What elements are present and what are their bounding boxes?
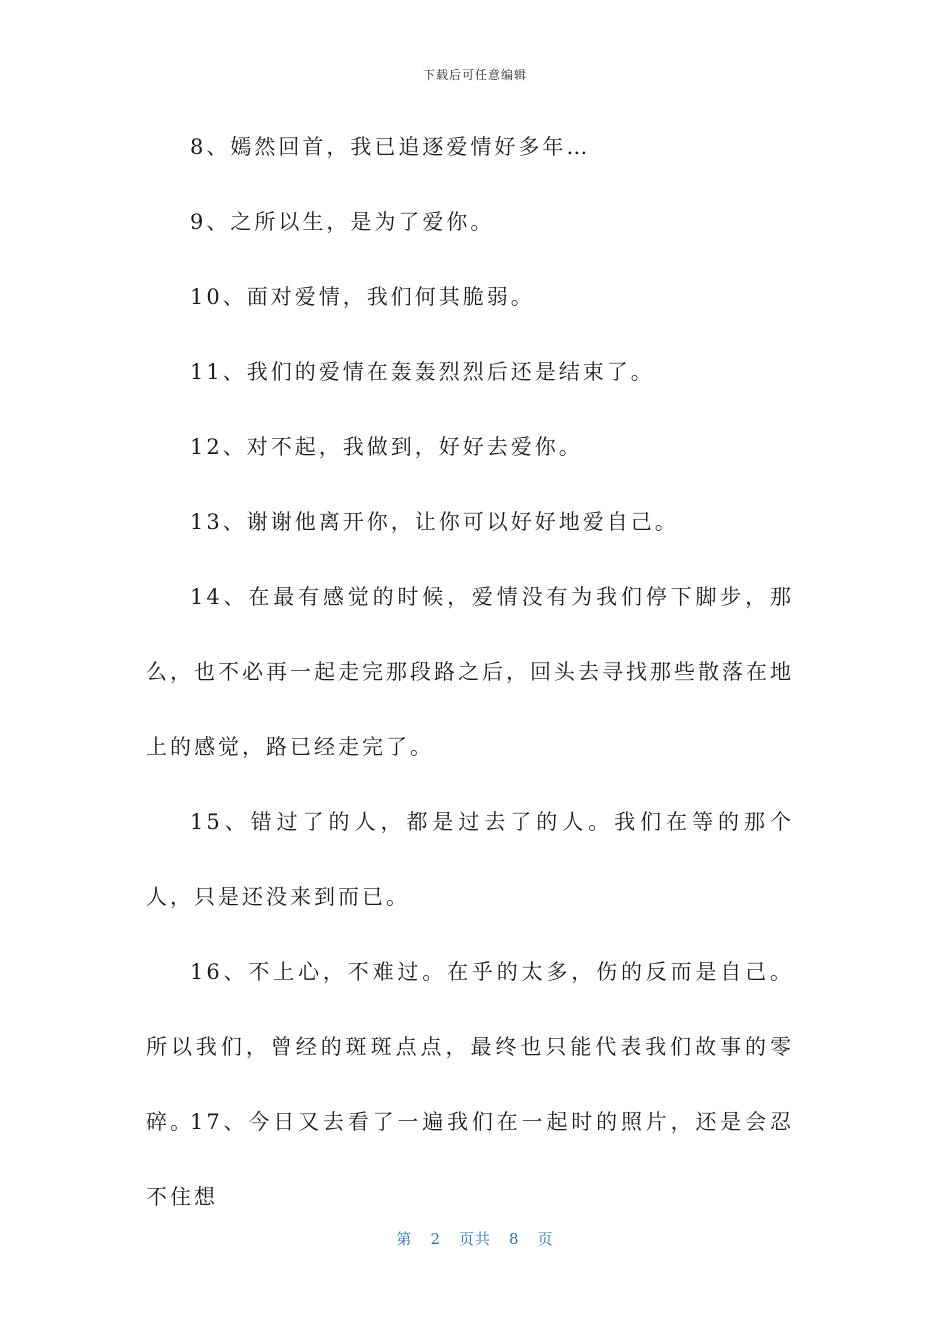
footer-current-page: 2 bbox=[430, 1230, 441, 1248]
paragraph-item: 9、之所以生，是为了爱你。 bbox=[190, 210, 495, 234]
paragraph-item: 12、对不起，我做到，好好去爱你。 bbox=[190, 435, 583, 459]
paragraph-item: 15、错过了的人，都是过去了的人。我们在等的那个人，只是还没来到而已。 bbox=[146, 810, 794, 909]
footer-middle: 页共 bbox=[458, 1230, 491, 1248]
footer-prefix: 第 bbox=[396, 1230, 413, 1248]
paragraph-item: 10、面对爱情，我们何其脆弱。 bbox=[190, 285, 535, 309]
paragraph-item: 8、嫣然回首，我已追逐爱情好多年… bbox=[190, 135, 591, 159]
paragraph-item: 13、谢谢他离开你，让你可以好好地爱自己。 bbox=[190, 510, 679, 534]
paragraph-item: 11、我们的爱情在轰轰烈烈后还是结束了。 bbox=[190, 360, 655, 384]
page-header-note: 下载后可任意编辑 bbox=[422, 68, 527, 82]
paragraph-item: 16、不上心，不难过。在乎的太多，伤的反而是自己。所以我们，曾经的斑斑点点，最终也只能代表我们故事的零碎。 bbox=[146, 960, 794, 1134]
paragraph-item: 14、在最有感觉的时候，爱情没有为我们停下脚步，那么，也不必再一起走完那段路之后，回头去寻找那些散落在地上的感觉，路已经走完了。 bbox=[146, 585, 794, 759]
footer-total-pages: 8 bbox=[509, 1230, 520, 1248]
paragraph-item: 17、今日又去看了一遍我们在一起时的照片，还是会忍不住想 bbox=[146, 1110, 794, 1209]
page-footer bbox=[0, 1228, 950, 1249]
footer-suffix: 页 bbox=[537, 1230, 554, 1248]
